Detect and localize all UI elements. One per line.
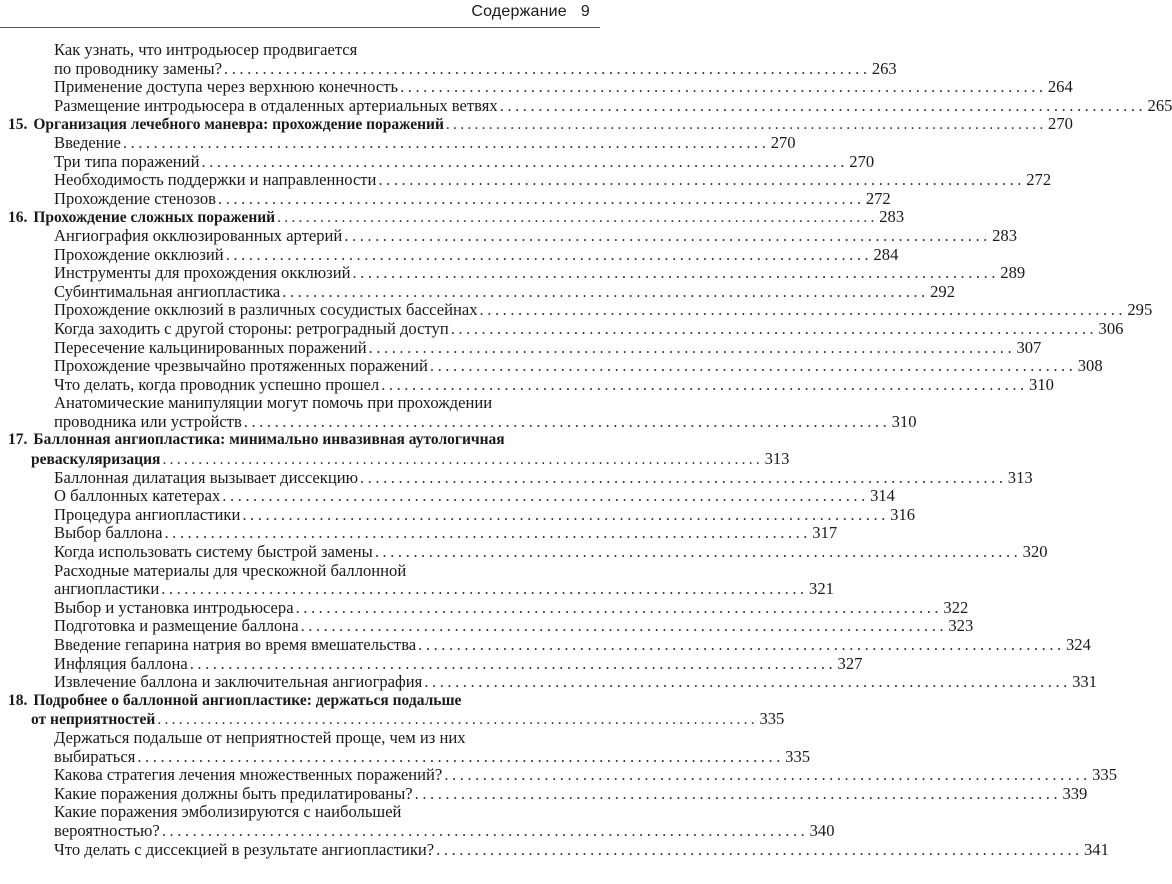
- leader-dots: [123, 134, 766, 153]
- toc-entry-text: Введение: [54, 132, 121, 152]
- toc-entry-line: [0, 225, 1018, 246]
- toc-chapter-line: [0, 709, 785, 729]
- leader-dots: [480, 301, 1123, 320]
- leader-dots: [226, 246, 869, 265]
- toc-entry-title: [54, 599, 294, 618]
- toc-entry-line: [0, 486, 895, 506]
- toc-entry-text: Прохождение стенозов: [54, 188, 217, 208]
- toc-entry-title: [54, 97, 498, 116]
- toc-entry-title: [54, 227, 342, 246]
- leader-dots: [360, 469, 1003, 488]
- leader-dots: [352, 264, 995, 283]
- toc-entry-text: Что делать, когда проводник успешно прошел: [54, 374, 380, 394]
- toc-page-number: 322: [943, 597, 969, 617]
- toc-chapter-line: [0, 692, 600, 711]
- toc-entry-title: [8, 431, 505, 448]
- toc-entry-text: Какие поражения должны быть предилатированы?: [54, 783, 413, 803]
- toc-entry-text: Прохождение окклюзий в различных сосудистых бассейнах: [54, 300, 478, 320]
- toc-entry-line: [0, 746, 811, 767]
- toc-entry-text: Ангиография окклюзированных артерий: [54, 225, 343, 245]
- leader-dots: [436, 841, 1079, 860]
- toc-entry-text: О баллонных катетерах: [54, 486, 221, 506]
- toc-entry-title: [54, 785, 413, 804]
- leader-dots: [378, 171, 1021, 190]
- leader-dots: [381, 376, 1024, 395]
- toc-page-number: 270: [1048, 114, 1073, 134]
- toc-entry-text: Применение доступа через верхнюю конечность: [54, 77, 399, 97]
- toc-entry-text: Когда заходить с другой стороны: ретроградный доступ: [54, 318, 449, 338]
- toc-page-number: 341: [1083, 839, 1109, 859]
- toc-entry-title: [54, 524, 162, 543]
- toc-entry-text: Необходимость поддержки и направленности: [54, 170, 377, 190]
- toc-entry-text: Извлечение баллона и заключительная ангиография: [54, 672, 423, 692]
- toc-chapter-line: [0, 431, 600, 450]
- toc-entry-title: [54, 766, 442, 785]
- leader-dots: [137, 748, 780, 767]
- chapter-number: 18.: [8, 691, 28, 709]
- toc-entry-line: [0, 58, 897, 79]
- toc-page-number: 306: [1098, 318, 1124, 338]
- toc-page-number: 317: [812, 523, 838, 543]
- toc-page-number: 307: [1016, 337, 1042, 357]
- chapter-number: 16.: [8, 209, 28, 227]
- toc-page-number: 284: [873, 244, 899, 264]
- toc-page-number: 289: [1000, 263, 1026, 283]
- page-number: 9: [580, 3, 590, 20]
- toc-entry-line: [0, 318, 1124, 339]
- toc-page-number: 320: [1022, 542, 1048, 562]
- leader-dots: [500, 97, 1143, 116]
- toc-entry-line: [0, 132, 796, 153]
- toc-entry-line: [0, 672, 1098, 692]
- toc-entry-line: [0, 839, 1109, 860]
- toc-entry-line: [0, 523, 838, 543]
- toc-entry-text: выбираться: [54, 746, 136, 766]
- toc-entry-line: [0, 337, 1042, 358]
- toc-entry-text: Размещение интродьюсера в отдаленных артериальных ветвях: [54, 95, 498, 115]
- toc-entry-line: [0, 653, 863, 674]
- running-header: [471, 3, 590, 21]
- toc-entry-title: [54, 543, 373, 562]
- toc-page-number: 295: [1127, 300, 1153, 320]
- toc-page-number: 324: [1065, 635, 1091, 654]
- toc-entry-text: Анатомические манипуляции могут помочь при прохождении: [54, 393, 493, 413]
- toc-entry-line: [0, 562, 600, 581]
- leader-dots: [244, 413, 887, 432]
- toc-chapter-line: [0, 449, 790, 469]
- toc-entry-title: [54, 357, 428, 376]
- toc-entry-title: [54, 283, 280, 302]
- leader-dots: [190, 655, 833, 674]
- leader-dots: [418, 636, 1061, 655]
- toc-entry-title: [54, 636, 416, 655]
- leader-dots: [218, 190, 861, 209]
- toc-page-number: 308: [1077, 356, 1103, 376]
- toc-entry-text: Баллонная ангиопластика: минимально инвазивная аутологичная: [33, 431, 505, 449]
- toc-entry-title: [54, 246, 224, 265]
- toc-entry-line: [0, 41, 600, 60]
- toc-entry-title: [8, 692, 461, 709]
- toc-entry-title: [54, 469, 358, 488]
- leader-dots: [161, 580, 804, 599]
- toc-entry-text: Прохождение сложных поражений: [33, 209, 276, 227]
- toc-entry-text: по проводнику замены?: [54, 58, 222, 78]
- toc-entry-line: [0, 542, 1048, 562]
- toc-entry-line: [0, 467, 1033, 488]
- page-header: [0, 0, 600, 32]
- toc-entry-line: [0, 263, 1026, 283]
- toc-entry-text: от неприятностей: [31, 711, 156, 729]
- toc-entry-text: Подробнее о баллонной ангиопластике: держаться подальше: [33, 691, 462, 709]
- toc-page-number: 270: [849, 151, 875, 171]
- leader-dots: [222, 487, 865, 506]
- leader-dots: [242, 506, 885, 525]
- toc-entry-line: [0, 244, 899, 265]
- toc-entry-title: [54, 134, 121, 153]
- toc-entry-text: Процедура ангиопластики: [54, 504, 241, 524]
- toc-page-number: 340: [809, 820, 835, 840]
- toc-entry-title: [54, 40, 357, 59]
- toc-page-number: 310: [891, 411, 917, 431]
- toc-page-number: 310: [1029, 374, 1054, 394]
- toc-page-number: 321: [809, 579, 834, 599]
- toc-entry-line: [0, 616, 974, 636]
- toc-page-number: 263: [871, 58, 897, 78]
- leader-dots: [451, 320, 1094, 339]
- toc-entry-line: [0, 765, 1118, 785]
- toc-entry-line: [0, 820, 835, 841]
- toc-entry-title: [54, 822, 160, 841]
- leader-dots: [400, 78, 1043, 97]
- toc-entry-text: Какова стратегия лечения множественных поражений?: [54, 765, 443, 785]
- toc-entry-text: Когда использовать систему быстрой замены: [54, 542, 373, 562]
- toc-entry-title: [54, 841, 434, 860]
- toc-entry-text: Как узнать, что интродьюсер продвигается: [54, 40, 358, 59]
- toc-entry-line: [0, 95, 1172, 116]
- toc-entry-title: [54, 320, 449, 339]
- leader-dots: [224, 60, 867, 79]
- leader-dots: [301, 617, 944, 636]
- toc-entry-line: [0, 411, 917, 432]
- toc-chapter-line: [0, 207, 905, 227]
- toc-entry-title: [54, 153, 199, 172]
- toc-entry-text: Инфляция баллона: [54, 653, 188, 673]
- toc-entry-line: [0, 803, 600, 822]
- toc-entry-line: [0, 151, 875, 172]
- toc-entry-line: [0, 504, 916, 525]
- toc-page-number: 335: [785, 746, 811, 766]
- toc-entry-text: реваскуляризация: [31, 451, 161, 469]
- toc-entry-text: Выбор баллона: [54, 523, 163, 543]
- toc-entry-title: [54, 748, 135, 767]
- toc-entry-text: Прохождение окклюзий: [54, 244, 224, 264]
- toc-entry-title: [54, 580, 159, 599]
- toc-entry-title: [54, 78, 398, 97]
- toc-entry-text: Выбор и установка интродьюсера: [54, 597, 294, 617]
- toc-entry-text: вероятностью?: [54, 820, 160, 840]
- toc-entry-text: Баллонная дилатация вызывает диссекцию: [54, 467, 358, 487]
- toc-entry-title: [54, 506, 240, 525]
- leader-dots: [344, 227, 987, 246]
- toc-entry-line: [0, 374, 1054, 395]
- toc-entry-text: Инструменты для прохождения окклюзий: [54, 263, 351, 283]
- toc-entry-title: [54, 190, 216, 209]
- toc-page-number: 339: [1062, 783, 1088, 803]
- toc-page-number: 283: [992, 225, 1018, 245]
- toc-entry-line: [0, 579, 834, 599]
- toc-entry-title: [54, 264, 350, 283]
- toc-entry-text: Расходные материалы для чрескожной баллонной: [54, 560, 407, 580]
- toc-entry-text: Держаться подальше от неприятностей проще, чем из них: [54, 727, 466, 747]
- toc-entry-line: [0, 170, 1052, 190]
- toc-entry-text: Подготовка и размещение баллона: [54, 616, 299, 636]
- running-title: Содержание: [471, 3, 567, 20]
- leader-dots: [415, 785, 1058, 804]
- toc-page-number: 272: [865, 188, 891, 208]
- toc-chapter-line: [0, 114, 1073, 134]
- toc-entry-line: [0, 635, 1091, 655]
- toc-page-number: 313: [1007, 467, 1033, 487]
- toc-entry-line: [0, 783, 1088, 804]
- toc-page-number: 323: [948, 616, 974, 636]
- toc-entry-title: [54, 376, 379, 395]
- leader-dots: [369, 339, 1012, 358]
- toc-entry-text: Какие поражения эмболизируются с наибольшей: [54, 802, 402, 822]
- toc-entry-title: [54, 802, 401, 821]
- chapter-number: 17.: [8, 431, 28, 449]
- toc-entry-text: проводника или устройств: [54, 411, 242, 431]
- toc-entry-title: [54, 171, 376, 190]
- toc-entry-text: Введение гепарина натрия во время вмешательства: [54, 635, 417, 654]
- toc-page-number: 335: [759, 709, 785, 729]
- toc-entry-text: Пересечение кальцинированных поражений: [54, 337, 367, 357]
- table-of-contents: [0, 40, 1172, 859]
- toc-page-number: 264: [1047, 77, 1073, 97]
- leader-dots: [296, 599, 939, 618]
- toc-page-number: 313: [764, 449, 790, 469]
- toc-entry-text: Субинтимальная ангиопластика: [54, 281, 281, 301]
- toc-entry-line: [0, 281, 955, 302]
- leader-dots: [282, 283, 925, 302]
- toc-entry-text: Организация лечебного маневра: прохождение поражений: [33, 116, 444, 134]
- toc-page-number: 331: [1072, 672, 1098, 692]
- toc-entry-title: [54, 487, 220, 506]
- leader-dots: [164, 524, 807, 543]
- toc-page-number: 270: [770, 132, 796, 152]
- toc-page-number: 283: [879, 207, 905, 227]
- toc-entry-line: [0, 188, 891, 209]
- toc-entry-line: [0, 300, 1153, 320]
- toc-entry-line: [0, 77, 1073, 97]
- toc-page-number: 272: [1026, 170, 1052, 190]
- leader-dots: [375, 543, 1018, 562]
- toc-entry-line: [0, 356, 1103, 376]
- toc-page-number: 335: [1092, 765, 1118, 785]
- toc-entry-text: Что делать с диссекцией в результате ангиопластики?: [54, 839, 435, 859]
- toc-page-number: 265: [1147, 95, 1172, 115]
- leader-dots: [444, 766, 1087, 785]
- toc-page-number: 314: [870, 486, 895, 506]
- toc-entry-title: [54, 393, 492, 412]
- leader-dots: [424, 673, 1067, 692]
- toc-entry-text: Прохождение чрезвычайно протяженных поражений: [54, 356, 428, 376]
- header-rule: [0, 27, 600, 28]
- toc-entry-title: [54, 617, 299, 636]
- chapter-number: 15.: [8, 116, 28, 134]
- leader-dots: [430, 357, 1073, 376]
- toc-entry-text: Три типа поражений: [54, 151, 200, 171]
- toc-entry-title: [54, 673, 422, 692]
- toc-entry-text: ангиопластики: [54, 579, 160, 599]
- toc-entry-title: [54, 655, 188, 674]
- toc-entry-line: [0, 729, 600, 748]
- toc-entry-title: [54, 561, 406, 580]
- leader-dots: [201, 153, 844, 172]
- toc-entry-title: [54, 301, 478, 320]
- toc-entry-title: [54, 413, 242, 432]
- toc-entry-title: [54, 339, 367, 358]
- toc-entry-title: [54, 60, 222, 79]
- leader-dots: [162, 822, 805, 841]
- toc-entry-line: [0, 597, 969, 618]
- toc-entry-title: [54, 728, 466, 747]
- toc-page-number: 316: [890, 504, 916, 524]
- toc-entry-line: [0, 394, 600, 413]
- toc-page-number: 292: [930, 281, 955, 301]
- toc-page-number: 327: [837, 653, 863, 673]
